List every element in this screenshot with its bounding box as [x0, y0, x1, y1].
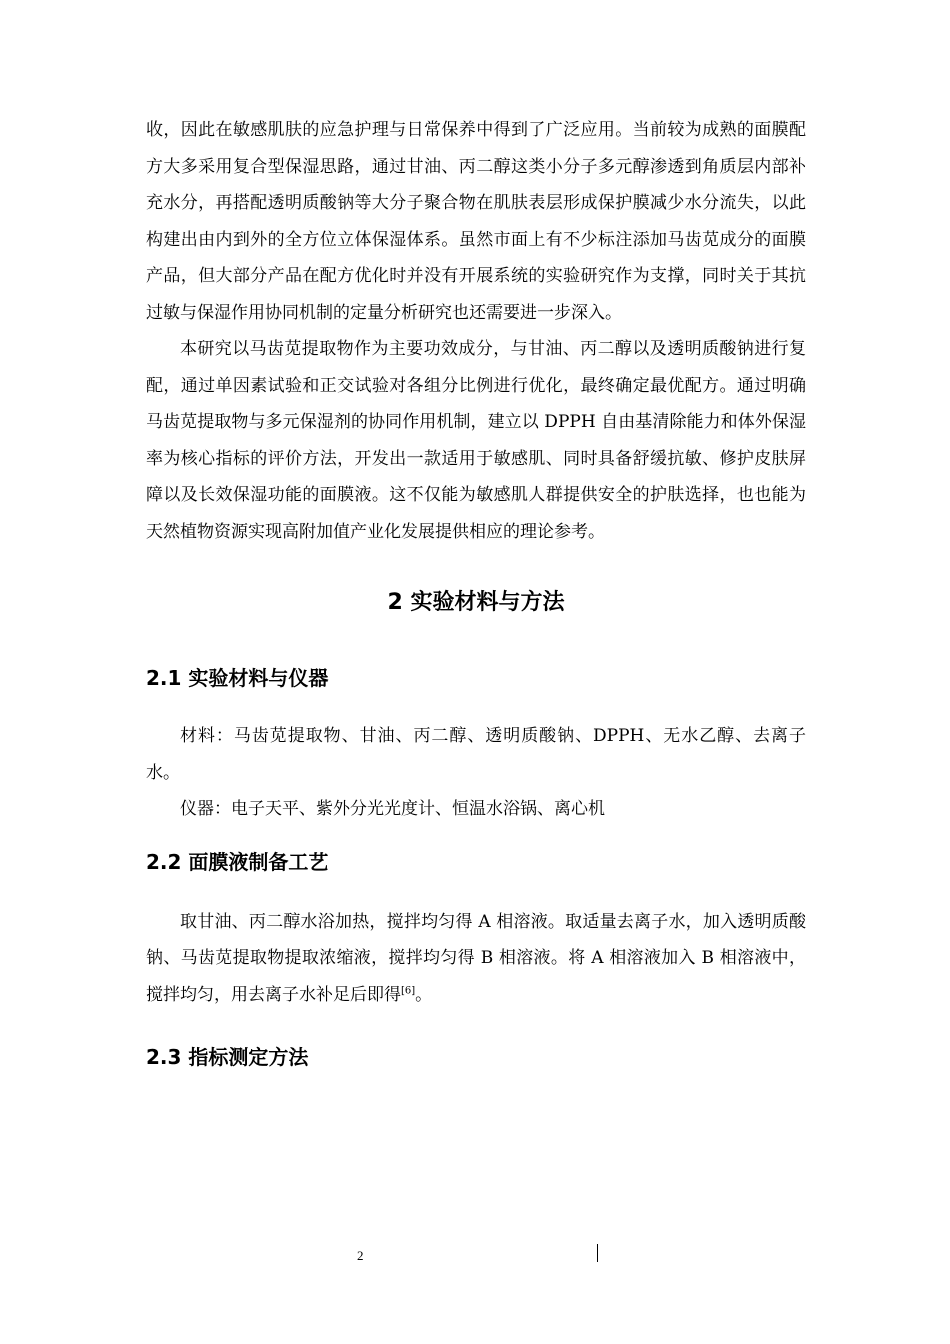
preparation-end: 。: [415, 984, 433, 1005]
chapter-title: 2 实验材料与方法: [387, 590, 565, 615]
section-2-3-title: 2.3 指标测定方法: [146, 1045, 309, 1069]
section-2-2-title: 2.2 面膜液制备工艺: [146, 849, 329, 874]
citation-ref: [6]: [401, 984, 416, 996]
preparation-body: 取甘油、丙二醇水浴加热，搅拌均匀得 A 相溶液。取适量去离子水，加入透明质酸钠、马齿苋提取物提取浓缩液，搅拌均匀得 B 相溶液。将 A 相溶液加入 B 相溶液中，搅拌均匀，用去离子水补足后即得: [146, 911, 806, 1005]
section-2-1-title: 2.1 实验材料与仪器: [146, 666, 329, 690]
preparation-text: [146, 904, 806, 1014]
footer-divider: [597, 1244, 598, 1262]
paragraph-intro-continued: 收，因此在敏感肌肤的应急护理与日常保养中得到了广泛应用。当前较为成熟的面膜配方大多采用复合型保湿思路，通过甘油、丙二醇这类小分子多元醇渗透到角质层内部补充水分，再搭配透明质酸钠等大分子聚合物在肌肤表层形成保护膜减少水分流失，以此构建出由内到外的全方位立体保湿体系。虽然市面上有不少标注添加马齿苋成分的面膜产品，但大部分产品在配方优化时并没有开展系统的实验研究作为支撑，同时关于其抗过敏与保湿作用协同机制的定量分析研究也还需要进一步深入。: [146, 120, 806, 323]
page-body: [146, 112, 806, 1071]
instruments-text: 仪器：电子天平、紫外分光光度计、恒温水浴锅、离心机: [180, 799, 605, 819]
paragraph-research-aim: 本研究以马齿苋提取物作为主要功效成分，与甘油、丙二醇以及透明质酸钠进行复配，通过单因素试验和正交试验对各组分比例进行优化，最终确定最优配方。通过明确马齿苋提取物与多元保湿剂的协同作用机制，建立以 DPPH 自由基清除能力和体外保湿率为核心指标的评价方法，开发出一款适用于敏感肌、同时具备舒缓抗敏、修护皮肤屏障以及长效保湿功能的面膜液。这不仅能为敏感肌人群提供安全的护肤选择，也也能为天然植物资源实现高附加值产业化发展提供相应的理论参考。: [146, 339, 806, 542]
page-number: 2: [357, 1248, 364, 1263]
materials-text: 材料：马齿苋提取物、甘油、丙二醇、透明质酸钠、DPPH、无水乙醇、去离子水。: [146, 726, 806, 783]
